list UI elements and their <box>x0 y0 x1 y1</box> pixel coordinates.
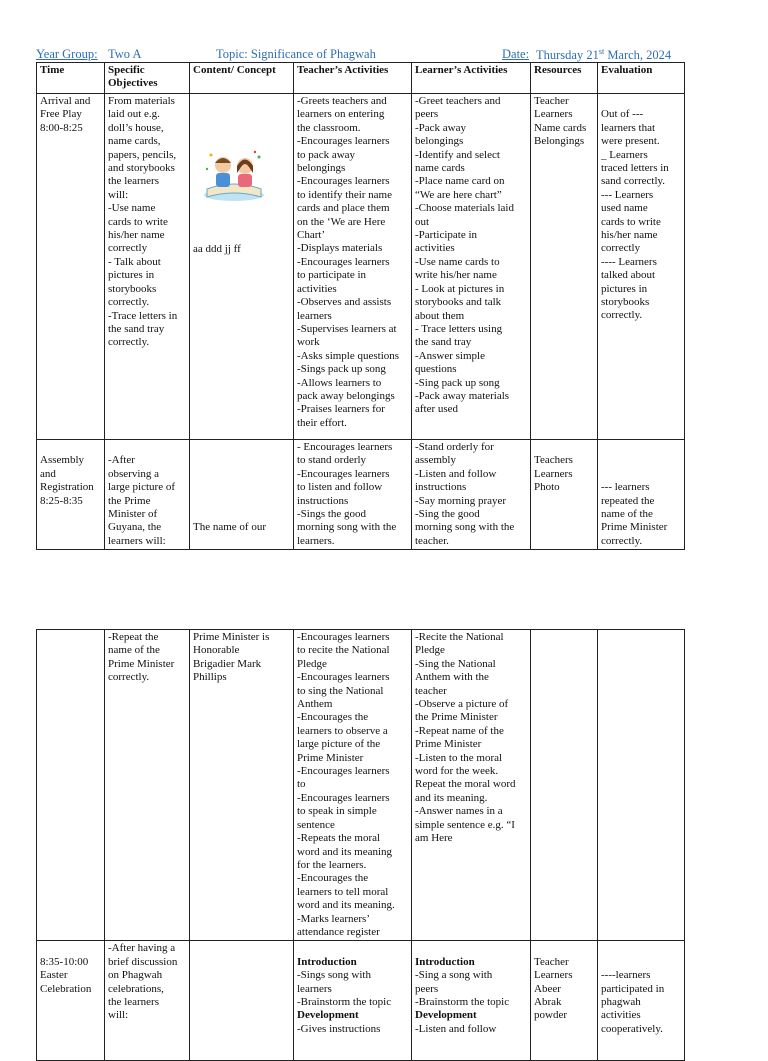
cell-line: were present. <box>601 135 660 148</box>
cell-line: cooperatively. <box>601 1022 663 1035</box>
cell-line: Name cards <box>534 121 587 134</box>
cell-line: Learners <box>534 108 573 121</box>
content-letters: aa ddd jj ff <box>193 243 241 255</box>
cell-line: Teachers <box>534 454 573 467</box>
cell-content <box>190 630 294 941</box>
cell-line: --- learners <box>601 481 650 494</box>
cell-resources <box>531 440 598 550</box>
cell-line: Chart’ <box>297 229 326 242</box>
cell-line: pack away belongings <box>297 389 395 402</box>
teacher-intro-heading: Introduction <box>297 955 357 968</box>
cell-resources <box>531 941 598 1061</box>
cell-time <box>37 94 105 440</box>
cell-line: morning song with the <box>297 521 397 534</box>
cell-line: will: <box>108 1009 129 1022</box>
cell-line: cards to write <box>601 215 661 228</box>
table-row-easter <box>37 941 685 1061</box>
learner-development-heading: Development <box>415 1009 477 1022</box>
cell-line: - Talk about <box>108 255 161 268</box>
cell-line: Out of --- <box>601 108 644 121</box>
cell-line: -Praises learners for <box>297 403 385 416</box>
cell-line: -Encourages learners <box>297 255 390 268</box>
table-row-assembly <box>37 440 685 550</box>
cell-line: name of the <box>108 644 160 657</box>
cell-objectives <box>105 941 190 1061</box>
cell-teacher <box>294 630 412 941</box>
cell-line: will: <box>108 188 129 201</box>
cell-line: instructions <box>297 494 349 507</box>
cell-line: doll’s house, <box>108 121 164 134</box>
cell-line: name of the <box>601 507 653 520</box>
cell-line: assembly <box>415 454 456 467</box>
cell-line: observing a <box>108 467 160 480</box>
col-objectives: Specific Objectives <box>105 63 190 94</box>
topic: Topic: Significance of Phagwah <box>216 47 376 61</box>
cell-line: -Brainstorm the topic <box>415 995 510 1008</box>
cell-line: learners <box>297 982 332 995</box>
cell-line: storybooks <box>601 296 650 309</box>
cell-line: -Use name <box>108 202 156 215</box>
cell-line: word for the week. <box>415 765 499 778</box>
col-evaluation: Evaluation <box>598 63 685 94</box>
cell-line: ----learners <box>601 969 651 982</box>
cell-line: -Gives instructions <box>297 1022 381 1035</box>
cell-line: Brigadier Mark <box>193 657 262 670</box>
cell-line: - Encourages learners <box>297 441 393 453</box>
cell-line: -Encourages learners <box>297 135 390 148</box>
cell-line: Teacher <box>534 95 569 107</box>
cell-line: storybooks and talk <box>415 296 502 309</box>
cell-line: correctly <box>108 242 148 255</box>
cell-line: on the ‘We are Here <box>297 215 386 228</box>
cell-line: simple sentence e.g. “I <box>415 818 515 831</box>
cell-line: attendance register <box>297 925 380 938</box>
cell-line: 8:35-10:00 <box>40 955 89 968</box>
col-resources: Resources <box>531 63 598 94</box>
cell-line: Repeat the moral word <box>415 778 516 791</box>
cell-line: learners on entering <box>297 108 385 121</box>
cell-line: Abeer <box>534 982 561 995</box>
cell-line: Learners <box>534 467 573 480</box>
cell-line: Prime Minister <box>415 738 482 751</box>
cell-teacher <box>294 941 412 1061</box>
cell-line: Prime Minister <box>601 521 668 534</box>
cell-line: on Phagwah <box>108 969 163 982</box>
cell-learner <box>412 94 531 440</box>
cell-line: pictures in <box>601 282 648 295</box>
cell-line: learners to observe a <box>297 724 388 737</box>
cell-line: Pledge <box>297 657 327 670</box>
cell-line: Honorable <box>193 644 240 657</box>
cell-line: powder <box>534 1009 567 1022</box>
cell-line: large picture of <box>108 481 175 494</box>
cell-line: -Greet teachers and <box>415 95 501 107</box>
cell-line: his/her name <box>601 229 658 242</box>
cell-line: -Sing a song with <box>415 969 493 982</box>
cell-time <box>37 440 105 550</box>
cell-line: the Prime Minister <box>415 711 498 724</box>
cell-line: -Encourages learners <box>297 175 390 188</box>
cell-line: to participate in <box>297 269 367 282</box>
cell-line: - Trace letters using <box>415 322 503 335</box>
cell-line: to sing the National <box>297 684 384 697</box>
cell-resources <box>531 630 598 941</box>
cell-line: From materials <box>108 95 175 107</box>
cell-objectives <box>105 630 190 941</box>
cell-line: teacher <box>415 684 447 697</box>
cell-line: teacher. <box>415 534 449 547</box>
cell-line: Belongings <box>534 135 585 148</box>
cell-line: belongings <box>297 162 346 175</box>
cell-line: learners that <box>601 121 656 134</box>
cell-line: - Look at pictures in <box>415 282 505 295</box>
cell-line: -Use name cards to <box>415 255 500 268</box>
cell-line: -Listen and follow <box>415 1022 497 1035</box>
cell-line: laid out e.g. <box>108 108 160 121</box>
cell-line: -Pack away <box>415 121 467 134</box>
cell-line: “We are here chart” <box>415 188 502 201</box>
cell-line: Pledge <box>415 644 445 657</box>
cell-line: after used <box>415 403 459 416</box>
cell-line: name cards <box>415 162 465 175</box>
cell-line: participated in <box>601 982 665 995</box>
cell-line: -Sings pack up song <box>297 363 386 376</box>
year-group-value: Two A <box>108 47 142 61</box>
lesson-header <box>36 47 684 63</box>
cell-evaluation <box>598 440 685 550</box>
teacher-development-heading: Development <box>297 1009 359 1022</box>
cell-line: -Observes and assists <box>297 296 392 309</box>
cell-line: to <box>297 778 306 791</box>
cell-line: traced letters in <box>601 162 669 175</box>
cell-line: the learners <box>108 175 159 188</box>
cell-line: the sand tray <box>108 322 165 335</box>
cell-line: the classroom. <box>297 121 361 134</box>
cell-line: -Repeat name of the <box>415 724 504 737</box>
cell-line: correctly. <box>601 534 643 547</box>
cell-line: correctly. <box>108 671 150 684</box>
table-row-assembly-continued <box>37 630 685 941</box>
cell-resources <box>531 94 598 440</box>
cell-line: correctly <box>601 242 641 255</box>
cell-line: -Encourages learners <box>297 467 390 480</box>
cell-line: am Here <box>415 832 453 845</box>
cell-line: -Listen and follow <box>415 467 497 480</box>
cell-learner <box>412 941 531 1061</box>
cell-line: correctly. <box>108 336 150 349</box>
cell-line: _ Learners <box>601 148 648 161</box>
cell-line: -Greets teachers and <box>297 95 387 107</box>
cell-line: repeated the <box>601 494 655 507</box>
cell-line: talked about <box>601 269 656 282</box>
cell-line: -Marks learners’ <box>297 912 370 925</box>
cell-line: -Displays materials <box>297 242 383 255</box>
cell-line: for the learners. <box>297 858 367 871</box>
cell-line: the Prime <box>108 494 151 507</box>
cell-line: peers <box>415 982 439 995</box>
cell-line: -Brainstorm the topic <box>297 995 392 1008</box>
cell-line: Learners <box>534 969 573 982</box>
cell-line: -Place name card on <box>415 175 505 188</box>
cell-evaluation <box>598 630 685 941</box>
cell-line: ---- Learners <box>601 255 657 268</box>
cell-line: -Repeat the <box>108 631 159 643</box>
cell-line: Photo <box>534 481 560 494</box>
cell-line: -Listen to the moral <box>415 751 503 764</box>
cell-line: word and its meaning <box>297 845 393 858</box>
cell-line: -Sing the National <box>415 657 496 670</box>
learner-intro-heading: Introduction <box>415 955 475 968</box>
cell-line: -Sing pack up song <box>415 376 500 389</box>
cell-line: -Say morning prayer <box>415 494 507 507</box>
cell-line: -Sings song with <box>297 969 371 982</box>
cell-line: --- Learners <box>601 188 654 201</box>
year-group-label: Year Group: <box>36 47 98 61</box>
date-label: Date: <box>502 47 530 61</box>
cell-line: Arrival and <box>40 95 91 107</box>
cell-line: about them <box>415 309 465 322</box>
cell-line: to recite the National <box>297 644 390 657</box>
cell-line: Anthem with the <box>415 671 489 684</box>
cell-line: questions <box>415 363 457 376</box>
cell-line: Celebration <box>40 982 92 995</box>
cell-line: and storybooks <box>108 162 175 175</box>
cell-line: Easter <box>40 969 68 982</box>
cell-line: to pack away <box>297 148 356 161</box>
cell-line: storybooks <box>108 282 157 295</box>
cell-line: word and its meaning. <box>297 899 395 912</box>
cell-line: pictures in <box>108 269 155 282</box>
cell-line: Free Play <box>40 108 82 121</box>
cell-learner <box>412 440 531 550</box>
cell-line: large picture of the <box>297 738 381 751</box>
cell-line: -Encourages learners <box>297 671 390 684</box>
cell-line: to stand orderly <box>297 454 367 467</box>
cell-line: Guyana, the <box>108 521 162 534</box>
cell-line: -Encourages the <box>297 872 369 885</box>
cell-line: Prime Minister is <box>193 631 270 643</box>
cell-line: 8:00-8:25 <box>40 121 83 134</box>
cell-line: celebrations, <box>108 982 164 995</box>
cell-learner <box>412 630 531 941</box>
cell-line: brief discussion <box>108 955 178 968</box>
cell-objectives <box>105 94 190 440</box>
cell-line: his/her name <box>108 229 165 242</box>
cell-line: -Trace letters in <box>108 309 178 322</box>
cell-line: instructions <box>415 481 467 494</box>
cell-line: cards to write <box>108 215 168 228</box>
cell-line: morning song with the <box>415 521 515 534</box>
cell-line: Abrak <box>534 995 562 1008</box>
cell-line: work <box>297 336 320 349</box>
cell-line: correctly. <box>601 309 643 322</box>
date-value: Thursday 21st March, 2024 <box>536 47 672 63</box>
cell-time <box>37 630 105 941</box>
cell-line: -Answer simple <box>415 349 485 362</box>
cell-line: and <box>40 467 56 480</box>
cell-teacher <box>294 94 412 440</box>
cell-line: -Observe a picture of <box>415 698 509 711</box>
cell-evaluation <box>598 941 685 1061</box>
cell-objectives <box>105 440 190 550</box>
cell-line: papers, pencils, <box>108 148 177 161</box>
cell-line: -Choose materials laid <box>415 202 514 215</box>
cell-line: 8:25-8:35 <box>40 494 83 507</box>
cell-line: sand correctly. <box>601 175 666 188</box>
cell-line: to identify their name <box>297 188 392 201</box>
cell-line: name cards, <box>108 135 161 148</box>
cell-line: -Encourages learners <box>297 765 390 778</box>
cell-line: phagwah <box>601 995 641 1008</box>
cell-line: the sand tray <box>415 336 472 349</box>
cell-line: -Identify and select <box>415 148 500 161</box>
cell-line: -Encourages learners <box>297 631 390 643</box>
cell-content <box>190 941 294 1061</box>
cell-line: -Sings the good <box>297 508 367 521</box>
col-time: Time <box>37 63 105 94</box>
cell-line: correctly. <box>108 296 150 309</box>
cell-line: cards and place them <box>297 202 390 215</box>
cell-line: -After having a <box>108 942 176 955</box>
col-content: Content/ Concept <box>190 63 294 94</box>
cell-line: -Participate in <box>415 229 478 242</box>
cell-line: their effort. <box>297 416 347 429</box>
cell-line: to speak in simple <box>297 805 377 818</box>
cell-line: Prime Minister <box>297 751 364 764</box>
cell-line: Anthem <box>297 698 333 711</box>
cell-evaluation <box>598 94 685 440</box>
cell-line: peers <box>415 108 439 121</box>
cell-line: -Supervises learners at <box>297 322 397 335</box>
cell-line: learners will: <box>108 534 166 547</box>
cell-line: learners <box>297 309 332 322</box>
cell-line: -Sing the good <box>415 508 480 521</box>
cell-line: activities <box>415 242 455 255</box>
column-header-row <box>37 63 685 94</box>
cell-line: Prime Minister <box>108 657 175 670</box>
cell-line: learners. <box>297 534 335 547</box>
table-row-arrival <box>37 94 685 440</box>
cell-line: activities <box>297 282 337 295</box>
cell-time <box>37 941 105 1061</box>
cell-line: Teacher <box>534 955 569 968</box>
cell-line: to listen and follow <box>297 481 383 494</box>
cell-line: and its meaning. <box>415 791 488 804</box>
cell-line: used name <box>601 202 648 215</box>
cell-teacher <box>294 440 412 550</box>
cell-line: learners to tell moral <box>297 885 389 898</box>
cell-line: -Allows learners to <box>297 376 382 389</box>
cell-line: sentence <box>297 818 335 831</box>
col-learner: Learner’s Activities <box>412 63 531 94</box>
cell-line: Minister of <box>108 508 158 521</box>
cell-line: -Repeats the moral <box>297 832 381 845</box>
cell-line: Registration <box>40 481 94 494</box>
cell-line: activities <box>601 1009 641 1022</box>
cell-line: -Encourages learners <box>297 791 390 804</box>
cell-line: -Asks simple questions <box>297 349 400 362</box>
cell-line: Assembly <box>40 454 84 467</box>
cell-line: -Encourages the <box>297 711 369 724</box>
children-reading-illustration <box>201 149 267 203</box>
cell-line: -Pack away materials <box>415 389 510 402</box>
cell-line: belongings <box>415 135 464 148</box>
cell-line: Phillips <box>193 671 227 684</box>
cell-content: The name of our <box>190 440 294 550</box>
col-teacher: Teacher’s Activities <box>294 63 412 94</box>
cell-content <box>190 94 294 440</box>
lesson-plan-table-continued <box>36 629 685 1061</box>
cell-line: -After <box>108 454 135 467</box>
lesson-plan-table <box>36 62 685 550</box>
cell-line: -Recite the National <box>415 631 504 643</box>
cell-line: write his/her name <box>415 269 497 282</box>
cell-line: -Stand orderly for <box>415 441 494 453</box>
cell-line: the learners <box>108 995 159 1008</box>
cell-line: out <box>415 215 430 228</box>
cell-line: -Answer names in a <box>415 805 503 818</box>
